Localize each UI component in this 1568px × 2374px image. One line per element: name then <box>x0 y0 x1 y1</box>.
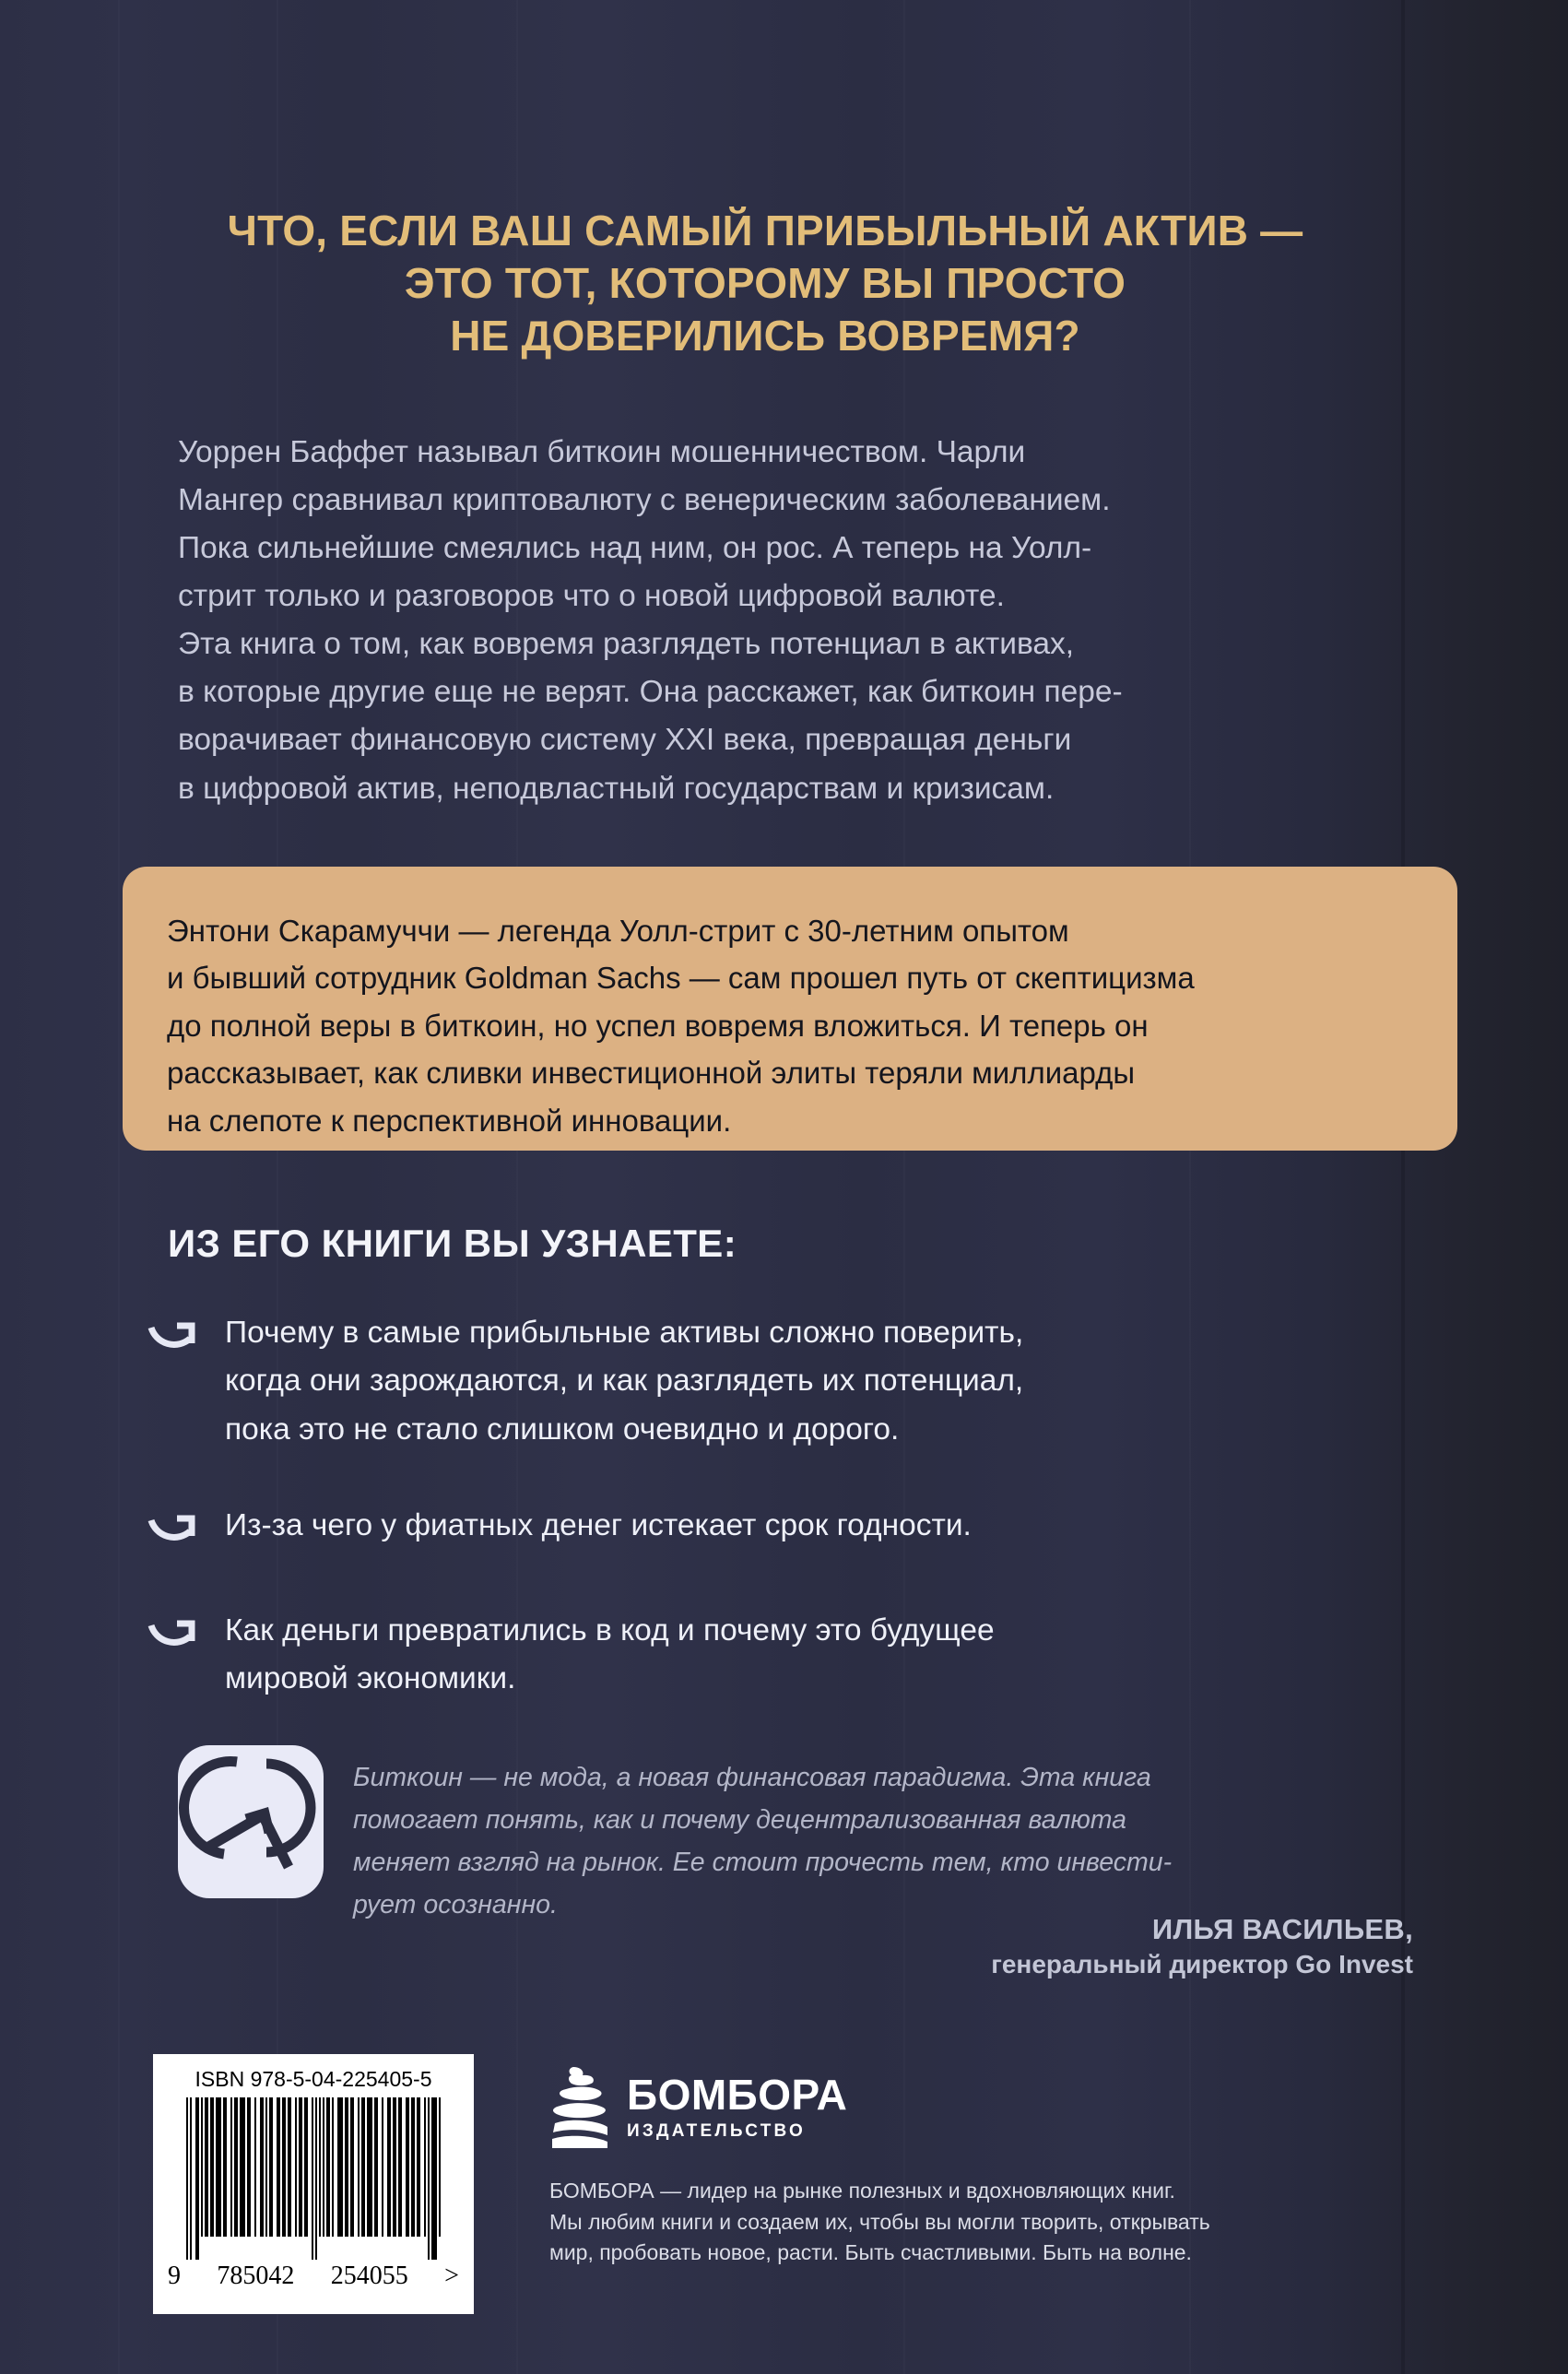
list-item <box>146 1309 1399 1454</box>
intro-line: Уоррен Баффет называл биткоин мошенничеством. Чарли <box>178 435 1026 469</box>
intro-line: Мангер сравнивал криптовалюту с венерическим заболеванием. <box>178 483 1111 518</box>
go-invest-logo <box>178 1745 324 1898</box>
barcode-digit-group: 254055 <box>330 2262 408 2290</box>
barcode-block <box>153 2054 474 2314</box>
testimonial-role: генеральный директор Go Invest <box>991 1950 1413 1978</box>
intro-line: стрит только и разговоров что о новой цифровой валюте. <box>178 579 1005 614</box>
callout-line: на слепоте к перспективной инновации. <box>167 1103 732 1138</box>
author-callout-box <box>123 867 1457 1151</box>
publisher-blurb <box>549 2176 1453 2269</box>
quote-line: рует осознанно. <box>353 1890 558 1920</box>
intro-line: Эта книга о том, как вовремя разглядеть потенциал в активах, <box>178 627 1075 662</box>
barcode-bars <box>173 2097 454 2260</box>
testimonial-attribution <box>178 1913 1413 1979</box>
quote-line: помогает понять, как и почему децентрализованная валюта <box>353 1805 1127 1836</box>
headline-line-2: ЭТО ТОТ, КОТОРОМУ ВЫ ПРОСТО <box>404 259 1126 308</box>
blurb-line: БОМБОРА — лидер на рынке полезных и вдохновляющих книг. <box>549 2179 1175 2203</box>
publisher-subtitle: ИЗДАТЕЛЬСТВО <box>627 2121 806 2141</box>
callout-line: рассказывает, как сливки инвестиционной элиты теряли миллиарды <box>167 1056 1136 1091</box>
list-item <box>146 1607 1399 1704</box>
author-callout-text <box>167 907 1413 1144</box>
blurb-line: Мы любим книги и создаем их, чтобы вы могли творить, открывать <box>549 2209 1210 2234</box>
publisher-name: БОМБОРА <box>627 2071 848 2119</box>
curved-arrow-icon <box>146 1315 201 1366</box>
testimonial-quote <box>353 1745 1172 1927</box>
headline-line-1: ЧТО, ЕСЛИ ВАШ САМЫЙ ПРИБЫЛЬНЫЙ АКТИВ — <box>227 207 1303 254</box>
intro-line: Пока сильнейшие смеялись над ним, он рос. А теперь на Уолл- <box>178 531 1092 566</box>
bullet-line: пока это не стало слишком очевидно и дорого. <box>225 1411 900 1447</box>
quote-line: Биткоин — не мода, а новая финансовая парадигма. Эта книга <box>353 1763 1151 1792</box>
bullet-line: когда они зарождаются, и как разглядеть их потенциал, <box>225 1364 1024 1399</box>
headline <box>111 205 1420 362</box>
barcode-digit-group: > <box>444 2262 459 2290</box>
callout-line: и бывший сотрудник Goldman Sachs — сам прошел путь от скептицизма <box>167 961 1195 996</box>
blurb-line: мир, пробовать новое, расти. Быть счастливыми. Быть на волне. <box>549 2240 1192 2265</box>
intro-line: в которые другие еще не верят. Она расскажет, как биткоин пере- <box>178 675 1123 710</box>
curved-arrow-icon <box>146 1507 201 1559</box>
barcode-digits <box>164 2262 463 2291</box>
curved-arrow-icon <box>146 1612 201 1664</box>
bullet-line: мировой экономики. <box>225 1661 516 1695</box>
list-item-text <box>225 1309 1023 1454</box>
bombora-wave-icon <box>549 2065 610 2150</box>
bullet-line: Как деньги превратились в код и почему это будущее <box>225 1612 995 1648</box>
intro-line: ворачивает финансовую систему XXI века, превращая деньги <box>178 723 1072 758</box>
testimonial-author: ИЛЬЯ ВАСИЛЬЕВ, <box>1151 1913 1413 1945</box>
barcode-digit-group: 9 <box>168 2262 181 2290</box>
bullet-line: Почему в самые прибыльные активы сложно поверить, <box>225 1316 1024 1350</box>
bullet-list <box>146 1309 1399 1751</box>
list-item <box>146 1502 1399 1559</box>
testimonial <box>178 1745 1413 1978</box>
section-title: ИЗ ЕГО КНИГИ ВЫ УЗНАЕТЕ: <box>168 1222 737 1265</box>
barcode-digit-group: 785042 <box>217 2262 295 2290</box>
bullet-line: Из-за чего у фиатных денег истекает срок годности. <box>225 1507 972 1542</box>
intro-paragraph <box>178 429 1404 813</box>
callout-line: Энтони Скарамуччи — легенда Уолл-стрит с 30-летним опытом <box>167 914 1069 948</box>
list-item-text <box>225 1607 995 1704</box>
callout-line: до полной веры в биткоин, но успел вовремя вложиться. И теперь он <box>167 1008 1149 1043</box>
intro-line: в цифровой актив, неподвластный государствам и кризисам. <box>178 771 1055 806</box>
headline-line-3: НЕ ДОВЕРИЛИСЬ ВОВРЕМЯ? <box>450 312 1080 360</box>
list-item-text <box>225 1502 972 1550</box>
isbn-text: ISBN 978-5-04-225405-5 <box>195 2067 432 2091</box>
publisher-block <box>549 2065 1453 2269</box>
quote-line: меняет взгляд на рынок. Ее стоит прочесть тем, кто инвести- <box>353 1848 1173 1878</box>
